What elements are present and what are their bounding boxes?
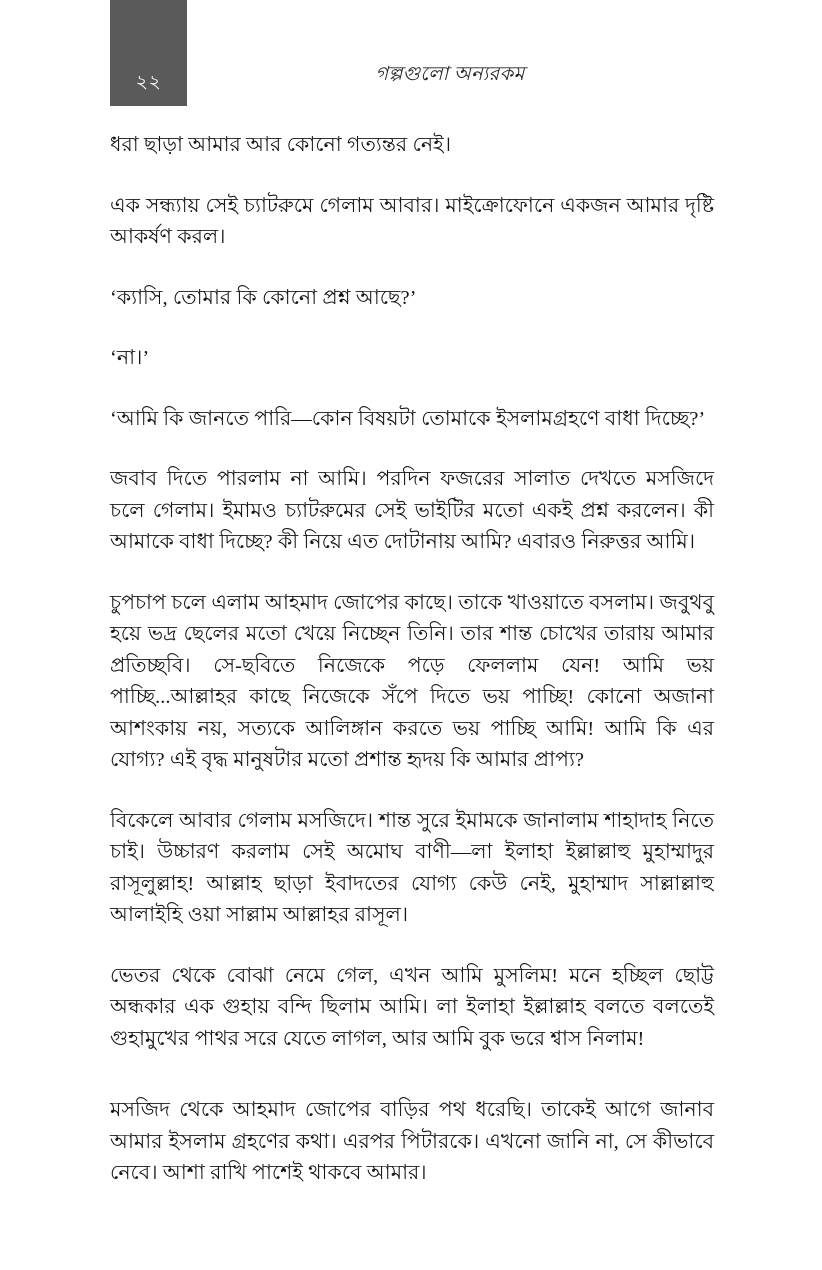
paragraph: বিকেলে আবার গেলাম মসজিদে। শান্ত সুরে ইমামকে জানালাম শাহাদাহ নিতে চাই। উচ্চারণ করলাম সেই অমোঘ বাণী—লা ইলাহা ইল্লাল্লাহু মুহাম্মাদুর রাসূলুল্লাহ! আল্লাহ ছাড়া ইবাদতের যোগ্য কেউ নেই, মুহাম্মাদ সাল্লাল্লাহু আলাইহি ওয়া সাল্লাম আল্লাহর রাসূল। xyxy=(110,809,714,926)
running-title: গল্পগুলো অন্যরকম xyxy=(375,64,525,85)
paragraph: জবাব দিতে পারলাম না আমি। পরদিন ফজরের সালাত দেখতে মসজিদে চলে গেলাম। ইমামও চ্যাটরুমের সেই ভাইটির মতো একই প্রশ্ন করলেন। কী আমাকে বাধা দিচ্ছে? কী নিয়ে এত দোটানায় আমি? এবারও নিরুত্তর আমি। xyxy=(110,468,714,553)
paragraph-dialogue: ‘আমি কি জানতে পারি—কোন বিষয়টা তোমাকে ইসলামগ্রহণে বাধা দিচ্ছে?’ xyxy=(110,407,706,430)
paragraph-spacer xyxy=(110,932,714,961)
paragraph-dialogue: ‘ক্যাসি, তোমার কি কোনো প্রশ্ন আছে?’ xyxy=(110,286,417,309)
paragraph: এক সন্ধ্যায় সেই চ্যাটরুমে গেলাম আবার। মাইক্রোফোনে একজন আমার দৃষ্টি আকর্ষণ করল। xyxy=(110,194,714,248)
paragraph-dialogue: ‘না।’ xyxy=(110,347,150,369)
page-number: ২২ xyxy=(135,72,162,93)
page-header xyxy=(0,0,822,110)
paragraph-spacer xyxy=(110,559,714,588)
paragraph: ভেতর থেকে বোঝা নেমে গেল, এখন আমি মুসলিম! মনে হচ্ছিল ছোট্ট অন্ধকার এক গুহায় বন্দি ছিলাম আমি। লা ইলাহা ইল্লাল্লাহ বলতে বলতেই গুহামুখের পাথর সরে যেতে লাগল, আর আমি বুক ভরে শ্বাস নিলাম! xyxy=(110,964,714,1050)
paragraph-spacer xyxy=(110,435,714,464)
paragraph: চুপচাপ চলে এলাম আহমাদ জোপের কাছে। তাকে খাওয়াতে বসলাম। জবুথবু হয়ে ভদ্র ছেলের মতো খেয়ে নিচ্ছেন তিনি। তার শান্ত চোখের তারায় আমার প্রতিচ্ছবি। সে-ছবিতে নিজেকে পড়ে ফেললাম যেন! আমি ভয় পাচ্ছি...আল্লাহর কাছে নিজেকে সঁপে দিতে ভয় পাচ্ছি! কোনো অজানা আশংকায় নয়, সত্যকে আলিঙ্গান করতে ভয় পাচ্ছি আমি! আমি কি এর যোগ্য? এই বৃদ্ধ মানুষটার মতো প্রশান্ত হৃদয় কি আমার প্রাপ্য? xyxy=(110,591,714,771)
paragraph: ধরা ছাড়া আমার আর কোনো গত্যন্তর নেই। xyxy=(110,134,452,156)
paragraph-spacer xyxy=(110,375,714,404)
paragraph: মসজিদ থেকে আহমাদ জোপের বাড়ির পথ ধরেছি। তাকেই আগে জানাব আমার ইসলাম গ্রহণের কথা। এরপর পিটারকে। এখনো জানি না, সে কীভাবে নেবে। আশা রাখি পাশেই থাকবে আমার। xyxy=(110,1099,714,1184)
paragraph-spacer xyxy=(110,314,714,343)
paragraph-spacer xyxy=(110,254,714,283)
paragraph-spacer xyxy=(110,1055,714,1095)
paragraph-spacer xyxy=(110,777,714,806)
body-text xyxy=(110,130,714,1190)
paragraph-spacer xyxy=(110,162,714,191)
